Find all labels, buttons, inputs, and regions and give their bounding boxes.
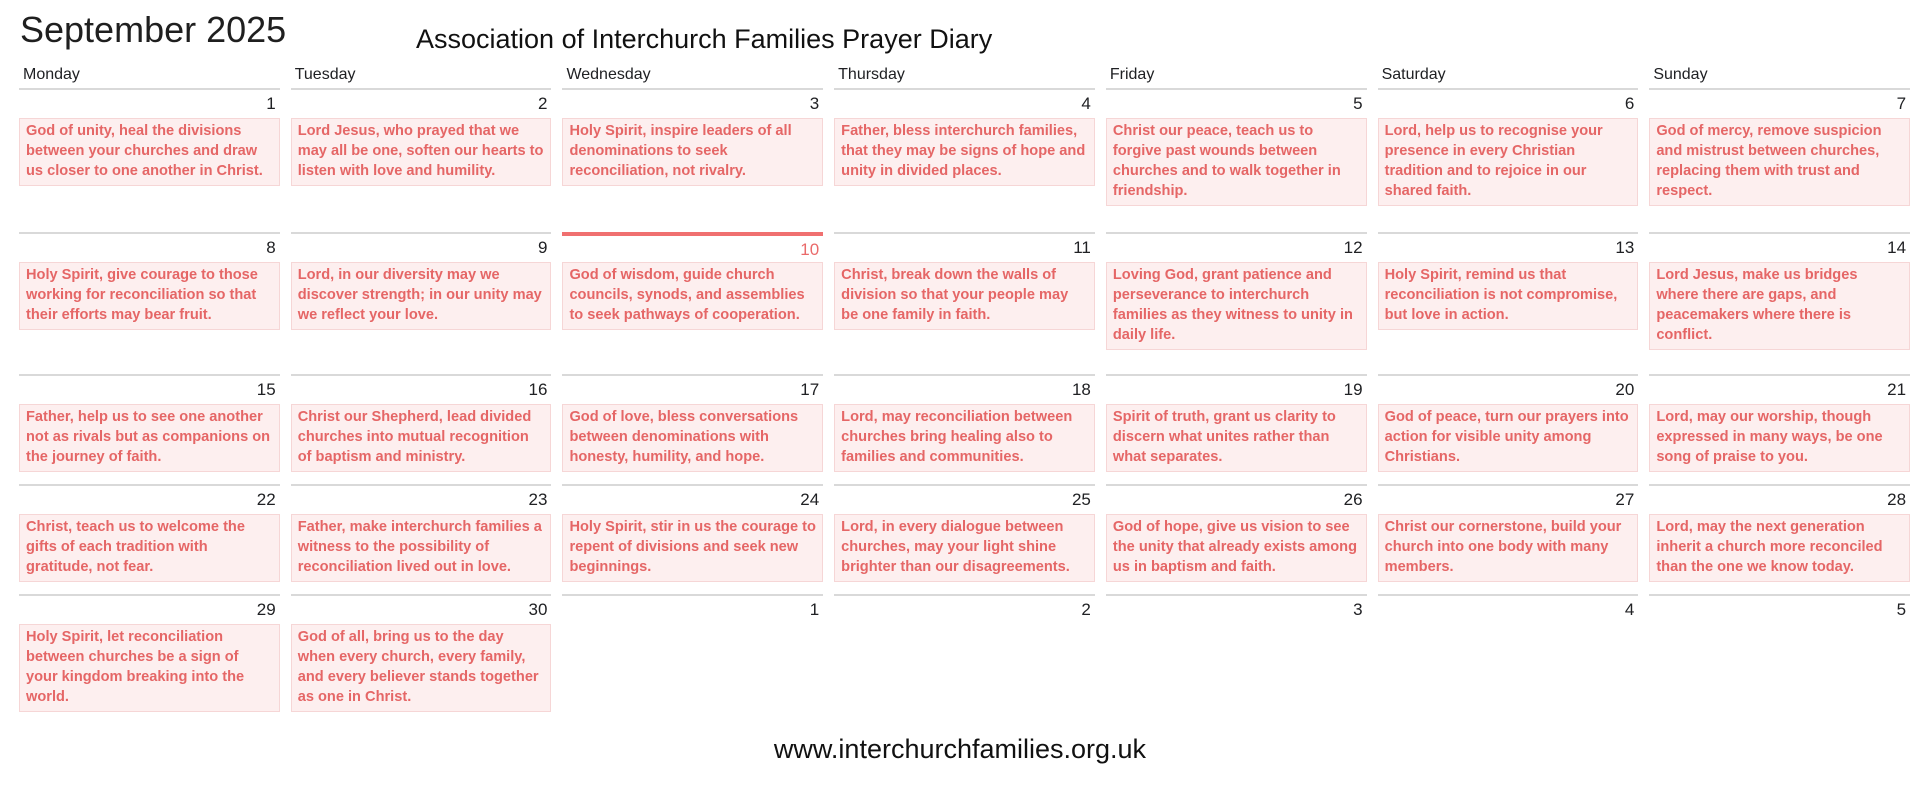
- prayer-event[interactable]: Father, make interchurch families a witness to the possibility of reconciliation lived out in love.: [291, 514, 552, 582]
- day-cell[interactable]: [834, 374, 1095, 472]
- day-cell[interactable]: [1378, 88, 1639, 206]
- day-number[interactable]: 3: [1106, 594, 1367, 624]
- prayer-event[interactable]: Spirit of truth, grant us clarity to discern what unites rather than what separates.: [1106, 404, 1367, 472]
- prayer-event[interactable]: Loving God, grant patience and perseverance to interchurch families as they witness to unity in daily life.: [1106, 262, 1367, 350]
- prayer-event[interactable]: Lord, help us to recognise your presence in every Christian tradition and to rejoice in our shared faith.: [1378, 118, 1639, 206]
- day-cell[interactable]: [562, 88, 823, 186]
- prayer-event[interactable]: Holy Spirit, let reconciliation between churches be a sign of your kingdom breaking into the world.: [19, 624, 280, 712]
- day-cell-next-month[interactable]: [562, 594, 823, 624]
- day-cell[interactable]: [19, 88, 280, 186]
- week-row: [19, 374, 1910, 472]
- day-cell[interactable]: [19, 374, 280, 472]
- day-cell[interactable]: [1106, 484, 1367, 582]
- day-cell[interactable]: [1106, 374, 1367, 472]
- diary-title: Association of Interchurch Families Prayer Diary: [416, 24, 993, 54]
- day-number[interactable]: 4: [1378, 594, 1639, 624]
- day-number[interactable]: 25: [834, 484, 1095, 514]
- day-cell-next-month[interactable]: [1649, 594, 1910, 624]
- prayer-event[interactable]: Lord, in our diversity may we discover strength; in our unity may we reflect your love.: [291, 262, 552, 330]
- day-number[interactable]: 2: [291, 88, 552, 118]
- prayer-event[interactable]: Lord, may the next generation inherit a church more reconciled than the one we know today.: [1649, 514, 1910, 582]
- day-cell[interactable]: [291, 594, 552, 712]
- day-header-monday: Monday: [23, 66, 80, 83]
- day-cell[interactable]: [291, 232, 552, 330]
- prayer-event[interactable]: Holy Spirit, give courage to those working for reconciliation so that their efforts may bear fruit.: [19, 262, 280, 330]
- day-number[interactable]: 24: [562, 484, 823, 514]
- prayer-event[interactable]: Holy Spirit, stir in us the courage to repent of divisions and seek new beginnings.: [562, 514, 823, 582]
- day-cell[interactable]: [834, 232, 1095, 330]
- prayer-event[interactable]: Holy Spirit, inspire leaders of all denominations to seek reconciliation, not rivalry.: [562, 118, 823, 186]
- day-number[interactable]: 22: [19, 484, 280, 514]
- day-number[interactable]: 19: [1106, 374, 1367, 404]
- week-row: [19, 484, 1910, 582]
- day-cell-next-month[interactable]: [1106, 594, 1367, 624]
- prayer-event[interactable]: Holy Spirit, remind us that reconciliation is not compromise, but love in action.: [1378, 262, 1639, 330]
- week-row: [19, 88, 1910, 206]
- week-row: [19, 232, 1910, 350]
- prayer-event[interactable]: God of all, bring us to the day when every church, every family, and every believer stands together as one in Christ.: [291, 624, 552, 712]
- day-number[interactable]: 5: [1649, 594, 1910, 624]
- day-cell[interactable]: [834, 484, 1095, 582]
- day-number[interactable]: 16: [291, 374, 552, 404]
- day-number[interactable]: 20: [1378, 374, 1639, 404]
- day-cell[interactable]: [1106, 88, 1367, 206]
- day-cell[interactable]: [1106, 232, 1367, 350]
- day-number-today[interactable]: 10: [562, 232, 823, 262]
- day-number[interactable]: 27: [1378, 484, 1639, 514]
- day-cell[interactable]: [291, 374, 552, 472]
- day-cell[interactable]: [562, 232, 823, 330]
- day-cell[interactable]: [1378, 374, 1639, 472]
- day-cell[interactable]: [19, 484, 280, 582]
- prayer-event[interactable]: Lord, may our worship, though expressed in many ways, be one song of praise to you.: [1649, 404, 1910, 472]
- day-number[interactable]: 28: [1649, 484, 1910, 514]
- day-number[interactable]: 8: [19, 232, 280, 262]
- day-number[interactable]: 13: [1378, 232, 1639, 262]
- day-number[interactable]: 5: [1106, 88, 1367, 118]
- day-header-wednesday: Wednesday: [566, 66, 651, 83]
- day-number[interactable]: 17: [562, 374, 823, 404]
- prayer-event[interactable]: God of love, bless conversations between denominations with honesty, humility, and hope.: [562, 404, 823, 472]
- day-headers: [19, 62, 1910, 88]
- prayer-event[interactable]: Christ our peace, teach us to forgive past wounds between churches and to walk together in friendship.: [1106, 118, 1367, 206]
- day-header-tuesday: Tuesday: [294, 66, 356, 83]
- prayer-event[interactable]: Christ, teach us to welcome the gifts of each tradition with gratitude, not fear.: [19, 514, 280, 582]
- day-number[interactable]: 12: [1106, 232, 1367, 262]
- day-cell[interactable]: [1649, 484, 1910, 582]
- prayer-event[interactable]: Lord Jesus, make us bridges where there are gaps, and peacemakers where there is conflict.: [1649, 262, 1910, 350]
- day-number[interactable]: 1: [19, 88, 280, 118]
- prayer-event[interactable]: Christ our Shepherd, lead divided churches into mutual recognition of baptism and ministry.: [291, 404, 552, 472]
- day-number[interactable]: 15: [19, 374, 280, 404]
- day-number[interactable]: 11: [834, 232, 1095, 262]
- prayer-event[interactable]: Christ, break down the walls of division so that your people may be one family in faith.: [834, 262, 1095, 330]
- day-number[interactable]: 29: [19, 594, 280, 624]
- prayer-event[interactable]: Christ our cornerstone, build your church into one body with many members.: [1378, 514, 1639, 582]
- month-title: September 2025: [20, 9, 287, 50]
- day-number[interactable]: 6: [1378, 88, 1639, 118]
- day-number[interactable]: 14: [1649, 232, 1910, 262]
- day-number[interactable]: 26: [1106, 484, 1367, 514]
- day-number[interactable]: 21: [1649, 374, 1910, 404]
- day-header-sunday: Sunday: [1653, 66, 1708, 83]
- footer-url[interactable]: www.interchurchfamilies.org.uk: [773, 734, 1147, 764]
- weeks-container: [19, 88, 1910, 712]
- day-number[interactable]: 7: [1649, 88, 1910, 118]
- prayer-event[interactable]: God of peace, turn our prayers into action for visible unity among Christians.: [1378, 404, 1639, 472]
- day-cell[interactable]: [1649, 88, 1910, 206]
- day-number[interactable]: 9: [291, 232, 552, 262]
- prayer-event[interactable]: God of mercy, remove suspicion and mistrust between churches, replacing them with trust and respect.: [1649, 118, 1910, 206]
- day-header-friday: Friday: [1109, 66, 1155, 83]
- day-cell[interactable]: [1378, 484, 1639, 582]
- day-cell[interactable]: [834, 88, 1095, 186]
- day-cell[interactable]: [562, 484, 823, 582]
- day-cell[interactable]: [1649, 374, 1910, 472]
- day-cell-next-month[interactable]: [834, 594, 1095, 624]
- day-cell[interactable]: [1649, 232, 1910, 350]
- day-cell[interactable]: [1378, 232, 1639, 330]
- day-cell[interactable]: [19, 232, 280, 330]
- day-cell[interactable]: [291, 484, 552, 582]
- prayer-event[interactable]: Lord Jesus, who prayed that we may all be one, soften our hearts to listen with love and humility.: [291, 118, 552, 186]
- day-cell[interactable]: [562, 374, 823, 472]
- prayer-event[interactable]: Lord, may reconciliation between churches bring healing also to families and communities.: [834, 404, 1095, 472]
- calendar-grid: [19, 62, 1910, 712]
- day-number[interactable]: 4: [834, 88, 1095, 118]
- day-header-thursday: Thursday: [838, 66, 905, 83]
- prayer-event[interactable]: Father, bless interchurch families, that they may be signs of hope and unity in divided places.: [834, 118, 1095, 186]
- day-number[interactable]: 30: [291, 594, 552, 624]
- day-number[interactable]: 2: [834, 594, 1095, 624]
- day-cell-next-month[interactable]: [1378, 594, 1639, 624]
- prayer-event[interactable]: God of wisdom, guide church councils, synods, and assemblies to seek pathways of cooperation.: [562, 262, 823, 330]
- week-row: [19, 594, 1910, 712]
- day-number[interactable]: 3: [562, 88, 823, 118]
- prayer-event[interactable]: Father, help us to see one another not as rivals but as companions on the journey of faith.: [19, 404, 280, 472]
- day-cell[interactable]: [291, 88, 552, 186]
- day-header-saturday: Saturday: [1381, 66, 1446, 83]
- prayer-event[interactable]: Lord, in every dialogue between churches, may your light shine brighter than our disagreements.: [834, 514, 1095, 582]
- prayer-event[interactable]: God of unity, heal the divisions between your churches and draw us closer to one another in Christ.: [19, 118, 280, 186]
- day-number[interactable]: 18: [834, 374, 1095, 404]
- day-number[interactable]: 1: [562, 594, 823, 624]
- prayer-event[interactable]: God of hope, give us vision to see the unity that already exists among us in baptism and faith.: [1106, 514, 1367, 582]
- day-number[interactable]: 23: [291, 484, 552, 514]
- day-cell[interactable]: [19, 594, 280, 712]
